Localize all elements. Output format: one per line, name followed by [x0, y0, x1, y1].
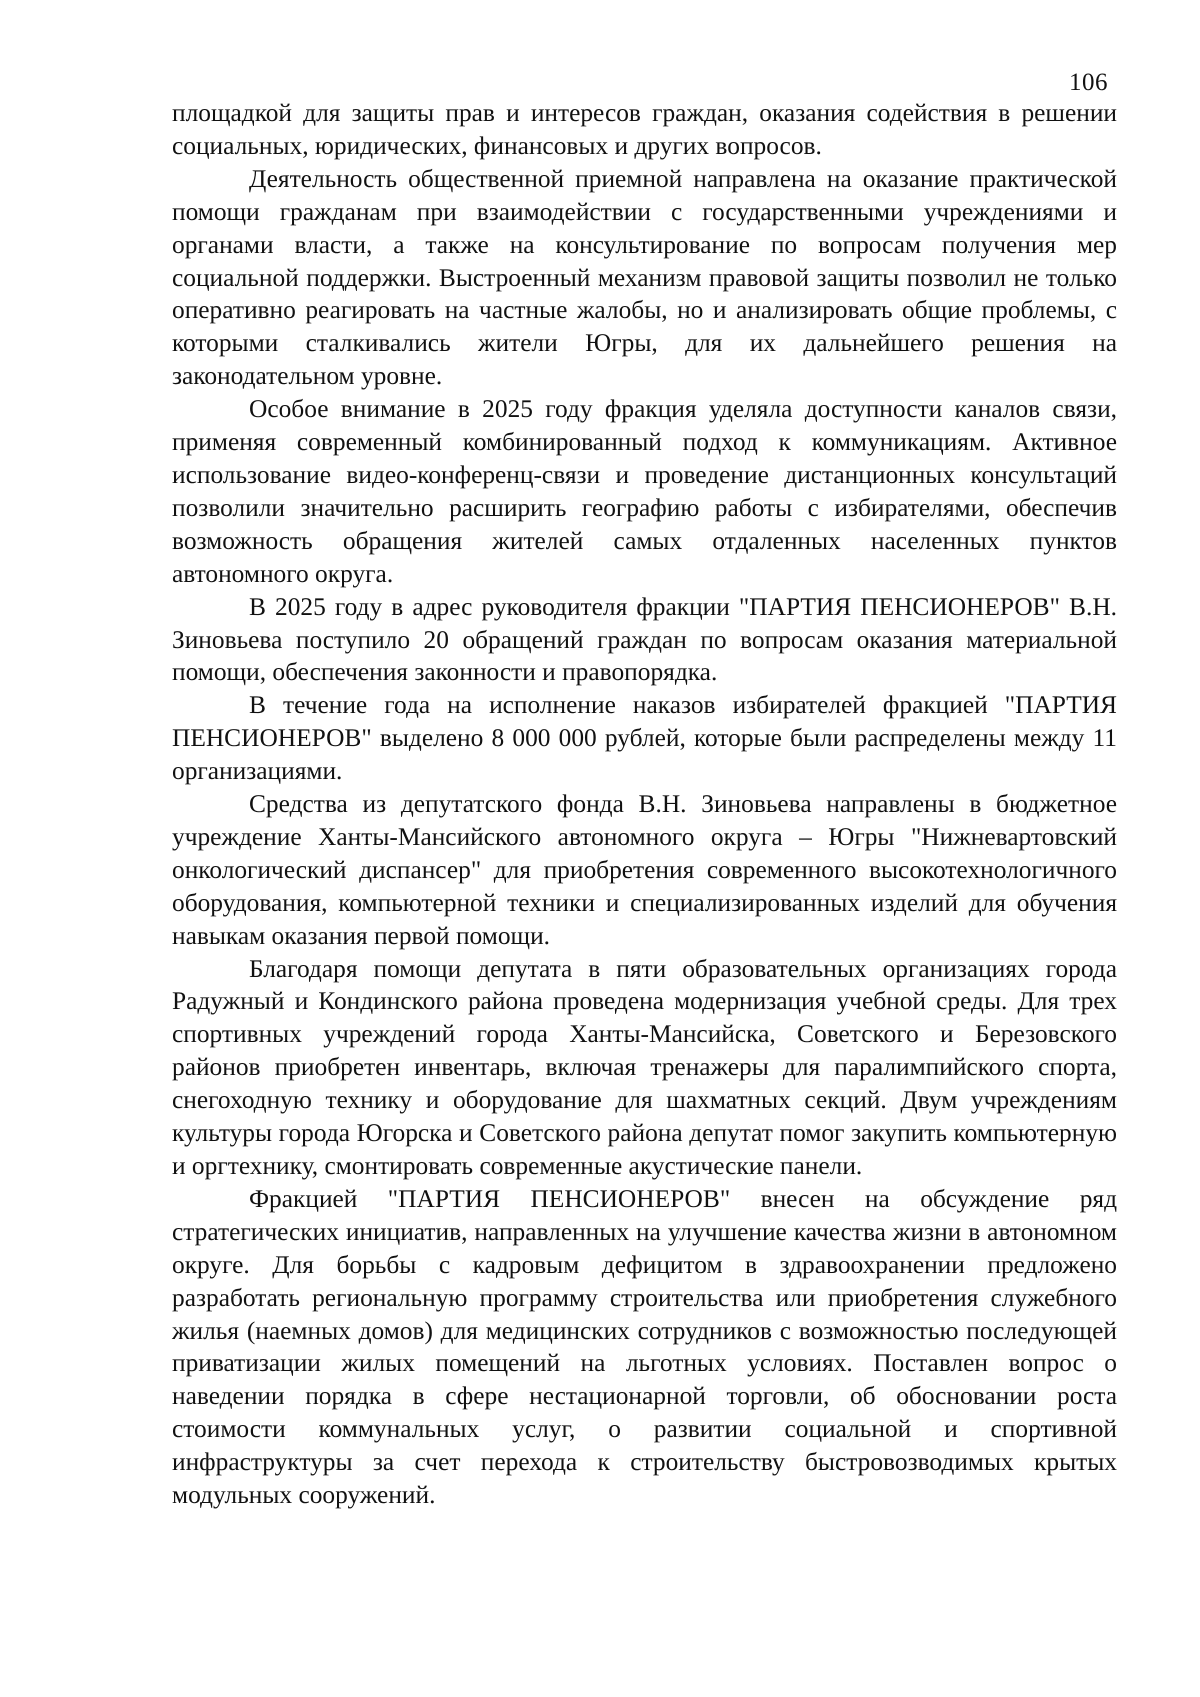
document-body [172, 97, 1117, 1512]
paragraph-communication-channels: Особое внимание в 2025 году фракция уделяла доступности каналов связи, применяя современный комбинированный подход к коммуникациям. Активное использование видео-конференц-связи и проведение дистанционных консультаций позволили значительно расширить географию работы с избирателями, обеспечив возможность обращения жителей самых отдаленных населенных пунктов автономного округа. [172, 395, 1117, 588]
paragraph-strategic-initiatives: Фракцией "ПАРТИЯ ПЕНСИОНЕРОВ" внесен на обсуждение ряд стратегических инициатив, направленных на улучшение качества жизни в автономном округе. Для борьбы с кадровым дефицитом в здравоохранении предложено разработать региональную программу строительства или приобретения служебного жилья (наемных домов) для медицинских сотрудников с возможностью последующей приватизации жилых помещений на льготных условиях. Поставлен вопрос о наведении порядка в сфере нестационарной торговли, об обосновании роста стоимости коммунальных услуг, о развитии социальной и спортивной инфраструктуры за счет перехода к строительству быстровозводимых крытых модульных сооружений. [172, 1184, 1117, 1510]
page-number: 106 [1069, 69, 1108, 96]
paragraph-public-reception: Деятельность общественной приемной направлена на оказание практической помощи гражданам при взаимодействии с государственными учреждениями и органами власти, а также на консультирование по вопросам получения мер социальной поддержки. Выстроенный механизм правовой защиты позволил не только оперативно реагировать на частные жалобы, но и анализировать общие проблемы, с которыми сталкивались жители Югры, для их дальнейшего решения на законодательном уровне. [172, 164, 1117, 391]
paragraph-citizen-appeals: В 2025 году в адрес руководителя фракции "ПАРТИЯ ПЕНСИОНЕРОВ" В.Н. Зиновьева поступило 20 обращений граждан по вопросам оказания материальной помощи, обеспечения законности и правопорядка. [172, 592, 1117, 687]
paragraph-deputy-assistance: Благодаря помощи депутата в пяти образовательных организациях города Радужный и Кондинского района проведена модернизация учебной среды. Для трех спортивных учреждений города Ханты-Мансийска, Советского и Березовского районов приобретен инвентарь, включая тренажеры для паралимпийского спорта, снегоходную технику и оборудование для шахматных секций. Двум учреждениям культуры города Югорска и Советского района депутат помог закупить компьютерную и оргтехнику, смонтировать современные акустические панели. [172, 954, 1117, 1180]
paragraph-deputy-fund: Средства из депутатского фонда В.Н. Зиновьева направлены в бюджетное учреждение Ханты-Мансийского автономного округа – Югры "Нижневартовский онкологический диспансер" для приобретения современного высокотехнологичного оборудования, компьютерной техники и специализированных изделий для обучения навыкам оказания первой помощи. [172, 790, 1117, 950]
paragraph-continued: площадкой для защиты прав и интересов граждан, оказания содействия в решении социальных, юридических, финансовых и других вопросов. [172, 99, 1117, 160]
paragraph-voter-mandates: В течение года на исполнение наказов избирателей фракцией "ПАРТИЯ ПЕНСИОНЕРОВ" выделено 8 000 000 рублей, которые были распределены между 11 организациями. [172, 691, 1117, 786]
